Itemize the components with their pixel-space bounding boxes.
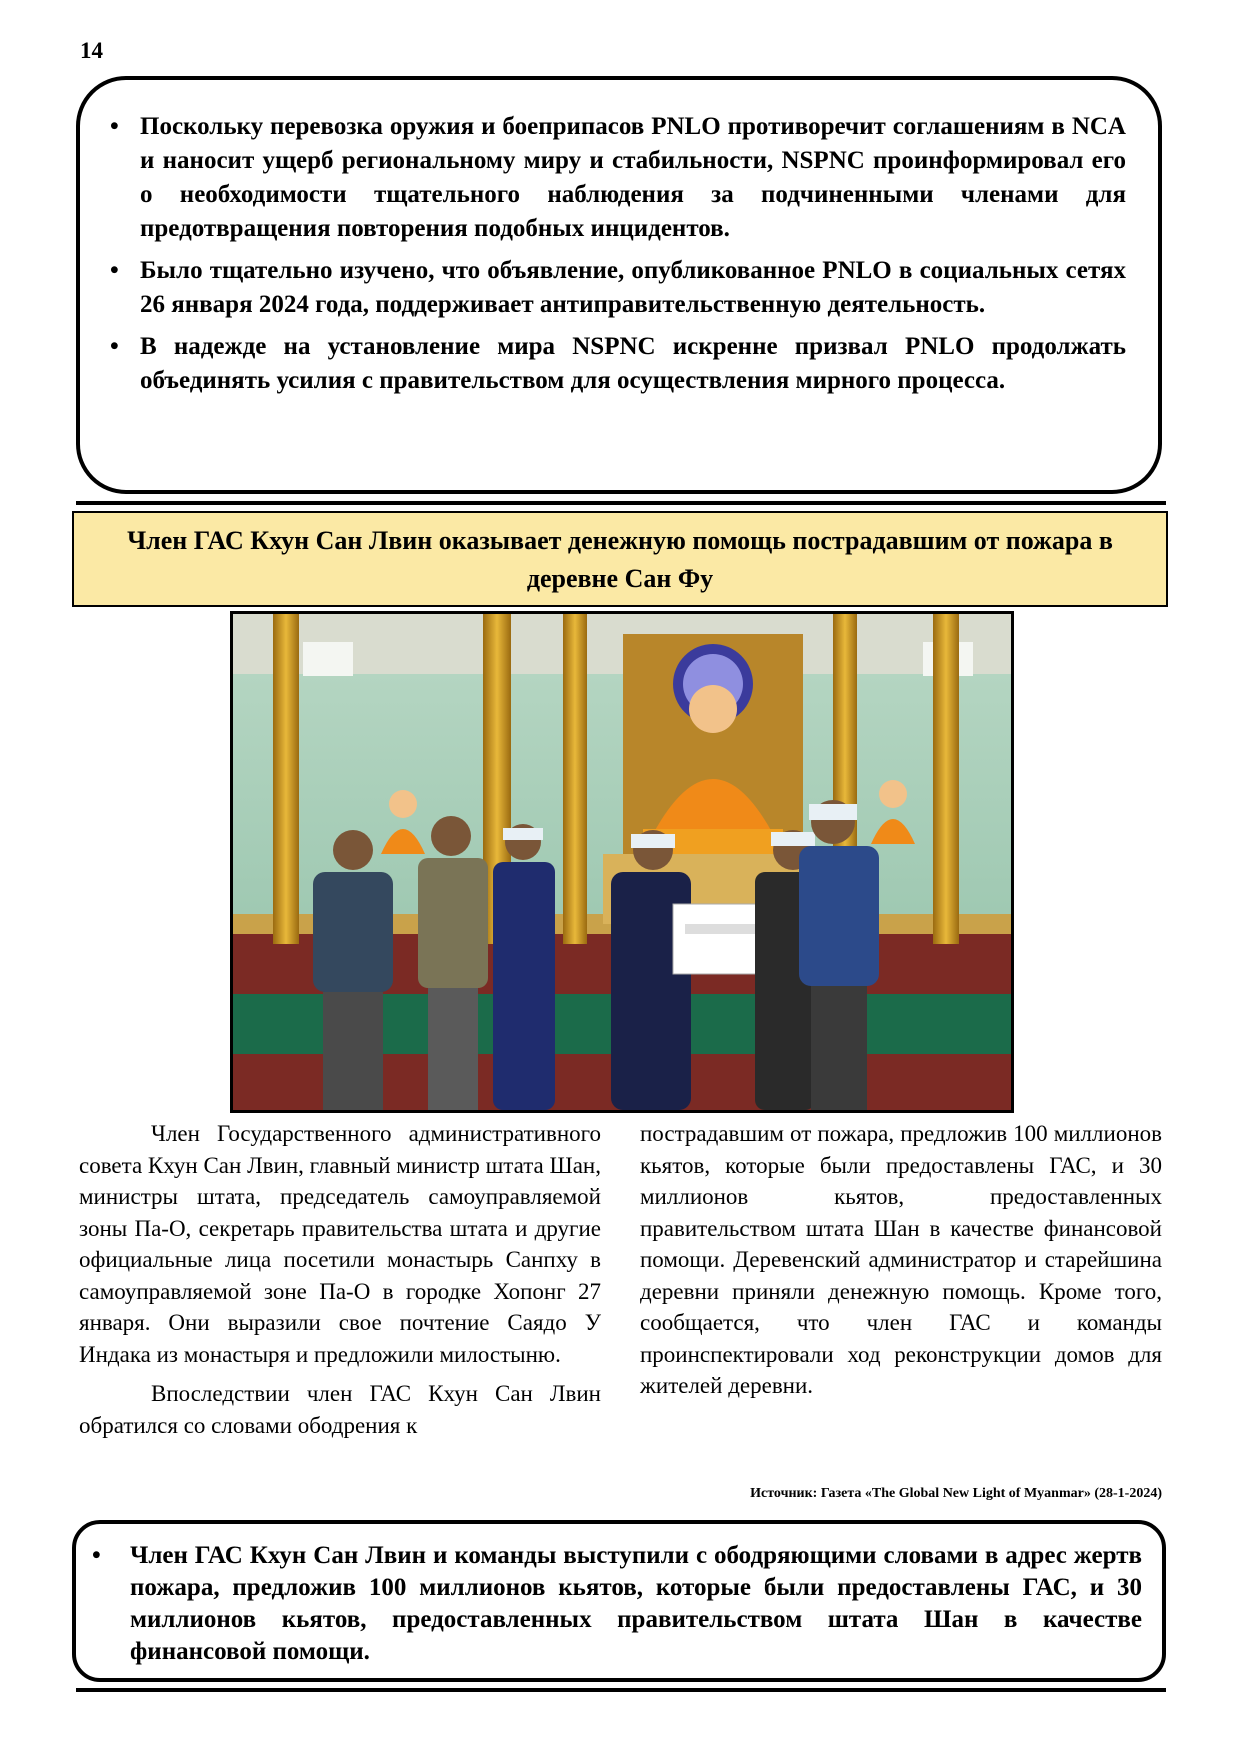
summary-item-text: Было тщательно изучено, что объявление, опубликованное PNLO в социальных сетях 26 января 2024 года, поддерживает антиправительственную деятельность. (140, 257, 1126, 318)
ceremony-photo-illustration (233, 614, 1011, 1110)
summary-item (110, 254, 1126, 322)
bullet-icon: • (110, 333, 119, 360)
source-citation: Источник: Газета «The Global New Light of Myanmar» (28-1-2024) (750, 1486, 1162, 1501)
summary-list (110, 110, 1126, 398)
summary-item (110, 110, 1126, 246)
summary-item (110, 330, 1126, 398)
summary-box-bottom (72, 1520, 1166, 1682)
summary-list (92, 1540, 1142, 1668)
summary-item-text: Поскольку перевозка оружия и боеприпасов PNLO противоречит соглашениям в NCA и наносит ущерб региональному миру и стабильности, NSPNC проинформировал его о необходимости тщательного наблюдения за подчиненными членами для предотвращения повторения подобных инцидентов. (140, 113, 1126, 242)
page-number: 14 (80, 38, 103, 63)
article-photo (230, 611, 1014, 1113)
summary-box-top (76, 76, 1162, 494)
article-column-left (79, 1118, 601, 1441)
bullet-icon: • (110, 257, 119, 284)
article-paragraph: пострадавшим от пожара, предложив 100 миллионов кьятов, которые были предоставлены ГАС, и 30 миллионов кьятов, предоставленных правительством штата Шан в качестве финансовой помощи. Деревенский администратор и старейшина деревни приняли денежную помощь. Кроме того, сообщается, что член ГАС и команды проинспектировали ход реконструкции домов для жителей деревни. (640, 1121, 1162, 1398)
article-headline: Член ГАС Кхун Сан Лвин оказывает денежную помощь пострадавшим от пожара в деревне Сан Фу (72, 511, 1168, 607)
divider-line (76, 1688, 1166, 1692)
summary-item-text: В надежде на установление мира NSPNC искренне призвал PNLO продолжать объединять усилия с правительством для осуществления мирного процесса. (140, 333, 1126, 394)
summary-item-text: Член ГАС Кхун Сан Лвин и команды выступили с ободряющими словами в адрес жертв пожара, предложив 100 миллионов кьятов, которые были предоставлены ГАС, и 30 миллионов кьятов, предоставленных правительством штата Шан в качестве финансовой помощи. (130, 1542, 1142, 1665)
summary-item (92, 1540, 1142, 1668)
article-paragraph: Член Государственного административного совета Кхун Сан Лвин, главный министр штата Шан, министры штата, председатель самоуправляемой зоны Па-О, секретарь правительства штата и другие официальные лица посетили монастырь Санпху в самоуправляемой зоне Па-О в городке Хопонг 27 января. Они выразили свое почтение Саядо У Индака из монастыря и предложили милостыню. (79, 1121, 601, 1367)
article-paragraph: Впоследствии член ГАС Кхун Сан Лвин обратился со словами ободрения к (79, 1381, 601, 1438)
article-column-right (640, 1118, 1162, 1402)
divider-line (76, 501, 1166, 505)
bullet-icon: • (110, 113, 119, 140)
bullet-icon: • (92, 1542, 101, 1569)
